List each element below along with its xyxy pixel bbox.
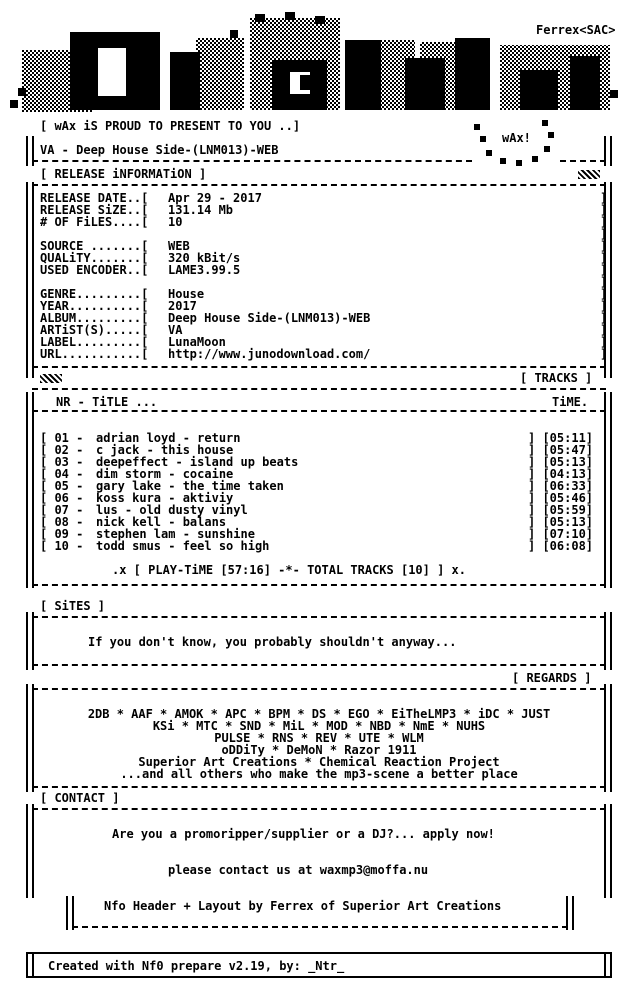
track-nr: [ 04 - xyxy=(40,467,91,481)
track-nr: [ 08 - xyxy=(40,515,91,529)
track-time: ] [06:08] xyxy=(528,539,594,553)
track-nr: [ 05 - xyxy=(40,479,91,493)
info-bracket: ] xyxy=(600,191,608,205)
track-title: gary lake - the time taken xyxy=(96,479,284,493)
regards-line: PULSE * RNS * REV * UTE * WLM xyxy=(214,731,424,745)
track-title: dim storm - cocaine xyxy=(96,467,234,481)
credit-text: Ferrex<SAC> xyxy=(536,23,616,37)
track-title: adrian loyd - return xyxy=(96,431,241,445)
info-bracket: ] xyxy=(600,203,608,217)
info-label: ARTiST(S).....[ xyxy=(40,323,149,337)
info-bracket: ] xyxy=(600,251,608,265)
tracks-header-time: TiME. xyxy=(552,395,589,409)
info-label: RELEASE DATE..[ xyxy=(40,191,149,205)
track-nr: [ 09 - xyxy=(40,527,91,541)
contact-label: [ CONTACT ] xyxy=(40,791,120,805)
track-nr: [ 06 - xyxy=(40,491,91,505)
track-nr: [ 01 - xyxy=(40,431,91,445)
logo-art xyxy=(0,0,632,135)
regards-line: ...and all others who make the mp3-scene a better place xyxy=(120,767,518,781)
sites-text: If you don't know, you probably shouldn't anyway... xyxy=(88,635,457,649)
track-nr: [ 02 - xyxy=(40,443,91,457)
badge-text: wAx! xyxy=(502,131,531,145)
play-summary: .x [ PLAY-TiME [57:16] -*- TOTAL TRACKS [10] ] x. xyxy=(112,563,467,577)
sites-label: [ SiTES ] xyxy=(40,599,106,613)
info-label: GENRE.........[ xyxy=(40,287,149,301)
track-nr: [ 03 - xyxy=(40,455,91,469)
regards-line: oDDiTy * DeMoN * Razor 1911 xyxy=(221,743,417,757)
track-time: ] [05:13] xyxy=(528,515,594,529)
info-label: YEAR..........[ xyxy=(40,299,149,313)
info-value: 10 xyxy=(168,215,183,229)
track-title: todd smus - feel so high xyxy=(96,539,270,553)
info-value: VA xyxy=(168,323,183,337)
info-bracket: ] xyxy=(600,227,608,241)
tracks-header-title: NR - TiTLE ... xyxy=(56,395,158,409)
layout-credit: Nfo Header + Layout by Ferrex of Superior Art Creations xyxy=(104,899,502,913)
info-value: 2017 xyxy=(168,299,197,313)
track-time: ] [05:46] xyxy=(528,491,594,505)
track-title: nick kell - balans xyxy=(96,515,227,529)
info-label: RELEASE SiZE..[ xyxy=(40,203,149,217)
regards-line: 2DB * AAF * AMOK * APC * BPM * DS * EGO * EiTheLMP3 * iDC * JUST xyxy=(87,707,551,721)
track-time: ] [05:11] xyxy=(528,431,594,445)
info-bracket: ] xyxy=(600,323,608,337)
track-nr: [ 07 - xyxy=(40,503,91,517)
info-label: LABEL.........[ xyxy=(40,335,149,349)
info-label: SOURCE .......[ xyxy=(40,239,149,253)
info-value: WEB xyxy=(168,239,190,253)
track-title: koss kura - aktiviy xyxy=(96,491,234,505)
track-title: deepeffect - island up beats xyxy=(96,455,299,469)
info-bracket: ] xyxy=(600,239,608,253)
info-bracket: ] xyxy=(600,347,608,361)
info-bracket: ] xyxy=(600,263,608,277)
track-title: stephen lam - sunshine xyxy=(96,527,255,541)
info-bracket: ] xyxy=(600,311,608,325)
info-value: LAME3.99.5 xyxy=(168,263,241,277)
header-logo xyxy=(0,0,632,135)
track-time: ] [05:47] xyxy=(528,443,594,457)
track-time: ] [06:33] xyxy=(528,479,594,493)
info-bracket: ] xyxy=(600,215,608,229)
track-time: ] [05:59] xyxy=(528,503,594,517)
info-value: 320 kBit/s xyxy=(168,251,241,265)
info-label: USED ENCODER..[ xyxy=(40,263,149,277)
info-value: 131.14 Mb xyxy=(168,203,234,217)
info-value: http://www.junodownload.com/ xyxy=(168,347,371,361)
info-value: Apr 29 - 2017 xyxy=(168,191,262,205)
tracks-section-label: [ TRACKS ] xyxy=(520,371,593,385)
release-title: VA - Deep House Side-(LNM013)-WEB xyxy=(40,143,279,157)
tagline-text: [ wAx iS PROUD TO PRESENT TO YOU ..] xyxy=(40,119,301,133)
info-value: House xyxy=(168,287,205,301)
track-time: ] [04:13] xyxy=(528,467,594,481)
track-title: lus - old dusty vinyl xyxy=(96,503,248,517)
info-label: URL...........[ xyxy=(40,347,149,361)
track-time: ] [07:10] xyxy=(528,527,594,541)
info-bracket: ] xyxy=(600,335,608,349)
track-nr: [ 10 - xyxy=(40,539,91,553)
contact-line-2: please contact us at waxmp3@moffa.nu xyxy=(168,863,429,877)
info-section-label: [ RELEASE iNFORMATiON ] xyxy=(40,167,207,181)
regards-line: KSi * MTC * SND * MiL * MOD * NBD * NmE * NUHS xyxy=(152,719,486,733)
regards-line: Superior Art Creations * Chemical Reaction Project xyxy=(138,755,500,769)
info-label: QUALiTY.......[ xyxy=(40,251,149,265)
track-title: c jack - this house xyxy=(96,443,234,457)
info-label: # OF FiLES....[ xyxy=(40,215,149,229)
info-bracket: ] xyxy=(600,287,608,301)
info-bracket: ] xyxy=(600,275,608,289)
regards-label: [ REGARDS ] xyxy=(512,671,592,685)
contact-line-1: Are you a promoripper/supplier or a DJ?... apply now! xyxy=(112,827,495,841)
info-value: Deep House Side-(LNM013)-WEB xyxy=(168,311,371,325)
track-time: ] [05:13] xyxy=(528,455,594,469)
info-value: LunaMoon xyxy=(168,335,226,349)
info-label: ALBUM.........[ xyxy=(40,311,149,325)
info-bracket: ] xyxy=(600,299,608,313)
footer-text: Created with Nf0 prepare v2.19, by: _Ntr_ xyxy=(48,959,345,973)
